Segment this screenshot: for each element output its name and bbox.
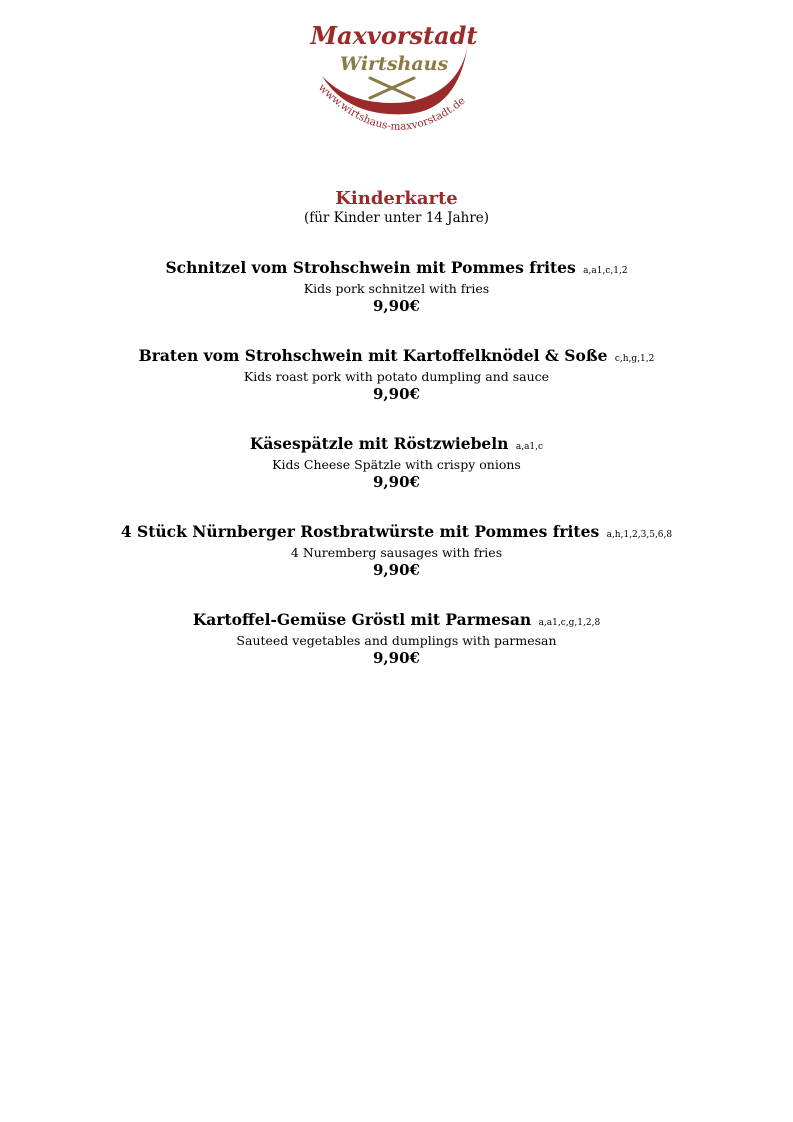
menu-item-allergens: a,a1,c,g,1,2,8: [538, 618, 601, 628]
menu-item-allergens: a,a1,c,1,2: [583, 266, 628, 276]
menu-item-price: 9,90€: [373, 649, 420, 667]
menu-item-name: Schnitzel vom Strohschwein mit Pommes frites: [165, 258, 576, 277]
menu-item-name: Kartoffel-Gemüse Gröstl mit Parmesan: [192, 610, 532, 629]
menu-item-name: Braten vom Strohschwein mit Kartoffelknödel & Soße: [138, 346, 608, 365]
menu-item-description: Kids pork schnitzel with fries: [303, 281, 490, 296]
logo-brand-line2: Wirtshaus: [339, 53, 449, 75]
menu-item-allergens: c,h,g,1,2: [614, 354, 655, 364]
menu-item-name: Käsespätzle mit Röstzwiebeln: [249, 434, 509, 453]
menu-item-description: Kids Cheese Spätzle with crispy onions: [272, 457, 521, 472]
menu-item: [0, 434, 793, 522]
menu-item-name-line: [0, 522, 793, 545]
menu-item-allergens: a,a1,c: [515, 442, 544, 452]
menu-list: [0, 258, 793, 698]
logo-graphic: [308, 14, 480, 144]
menu-title: Kinderkarte: [335, 188, 458, 209]
menu-item-description: Sauteed vegetables and dumplings with parmesan: [236, 633, 557, 648]
menu-item-price: 9,90€: [373, 473, 420, 491]
menu-item: [0, 610, 793, 698]
fork-knife-icon: [370, 78, 414, 98]
menu-item-price: 9,90€: [373, 385, 420, 403]
menu-item-allergens: a,h,1,2,3,5,6,8: [606, 530, 673, 540]
menu-item-description: Kids roast pork with potato dumpling and sauce: [243, 369, 550, 384]
menu-item-name-line: [0, 434, 793, 457]
menu-item: [0, 346, 793, 434]
restaurant-logo: [308, 14, 480, 144]
menu-item: [0, 258, 793, 346]
menu-item-name: 4 Stück Nürnberger Rostbratwürste mit Pommes frites: [120, 522, 600, 541]
logo-brand-line1: Maxvorstadt: [310, 21, 478, 50]
logo-url: www.wirtshaus-maxvorstadt.de: [315, 81, 468, 133]
menu-item-price: 9,90€: [373, 561, 420, 579]
menu-item-name-line: [0, 610, 793, 633]
menu-item-price: 9,90€: [373, 297, 420, 315]
menu-item-name-line: [0, 258, 793, 281]
menu-item-description: 4 Nuremberg sausages with fries: [290, 545, 503, 560]
menu-item: [0, 522, 793, 610]
menu-item-name-line: [0, 346, 793, 369]
menu-subtitle: (für Kinder unter 14 Jahre): [303, 210, 490, 226]
